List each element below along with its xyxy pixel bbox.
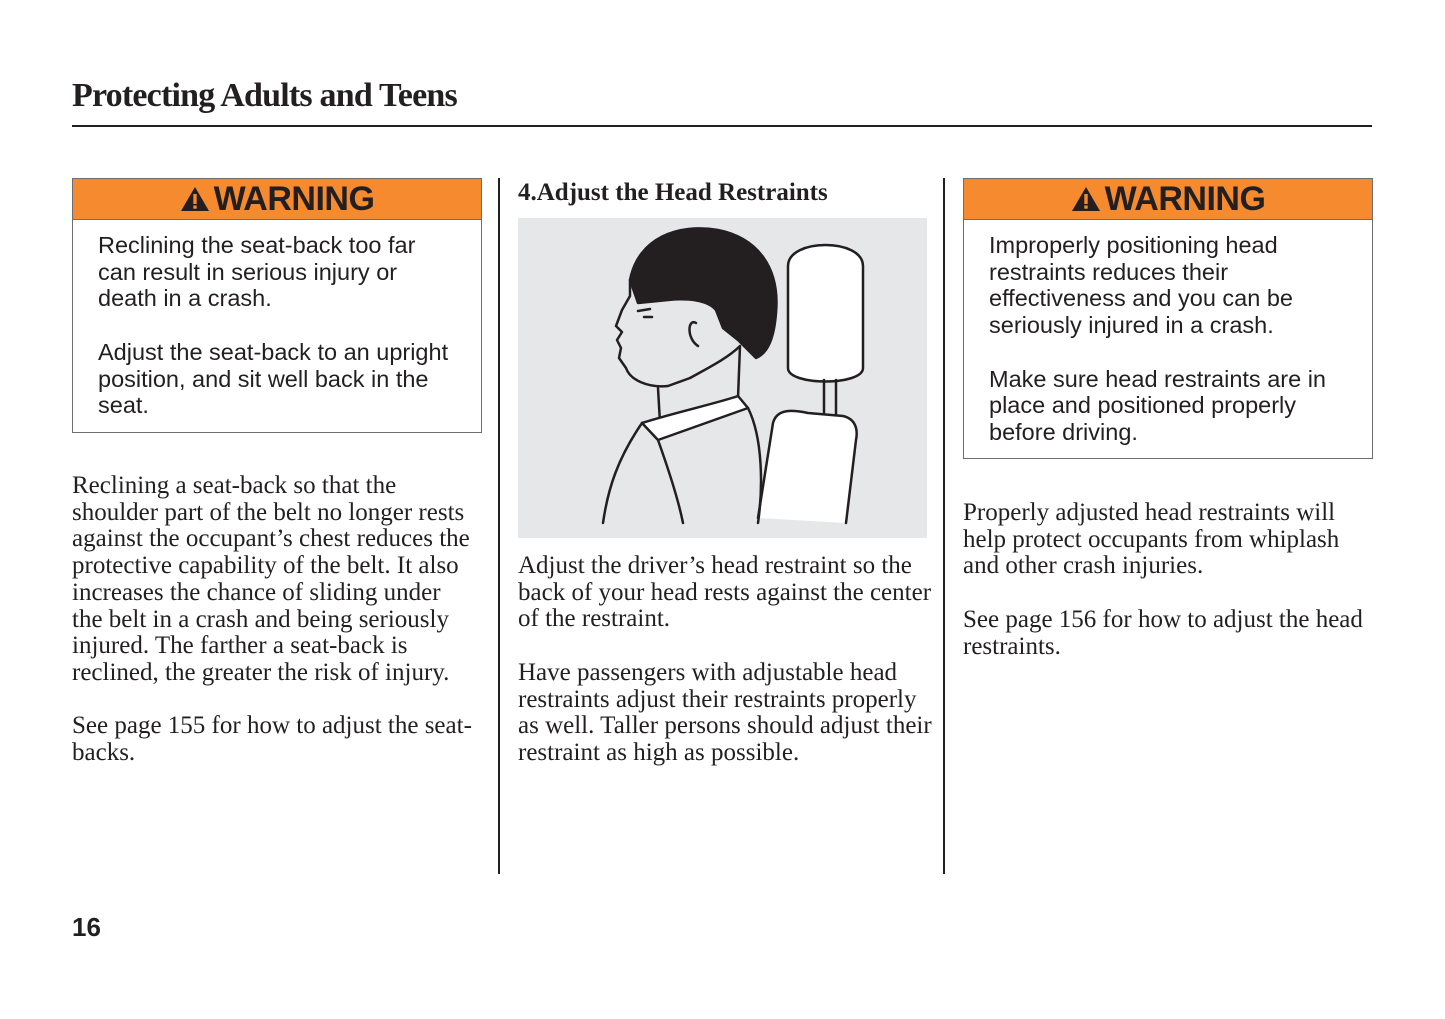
left-body-text xyxy=(72,473,477,767)
warning-body xyxy=(964,220,1372,458)
page-reference: See page 155 for how to adjust the seat-backs. xyxy=(72,712,472,767)
warning-label: WARNING xyxy=(213,179,375,218)
head-restraint-illustration xyxy=(518,218,927,538)
warning-header xyxy=(964,179,1372,220)
warning-header xyxy=(73,179,481,220)
warning-box-seat-back xyxy=(72,178,482,433)
middle-body-text xyxy=(518,553,938,767)
right-body-text xyxy=(963,500,1368,660)
warning-triangle-icon xyxy=(1071,186,1101,212)
section-heading: 4.Adjust the Head Restraints xyxy=(518,179,828,206)
body-paragraph: Have passengers with adjustable head restraints adjust their restraints properly as well. Taller persons should adjust their restraint as high as possible. xyxy=(518,658,932,766)
title-divider xyxy=(72,125,1372,127)
warning-text: Reclining the seat-back too far can result in serious injury or death in a crash. xyxy=(98,232,416,312)
warning-text: Improperly positioning head restraints reduces their effectiveness and you can be seriously injured in a crash. xyxy=(989,232,1293,339)
warning-instruction: Adjust the seat-back to an upright position, and sit well back in the seat. xyxy=(98,338,449,419)
body-paragraph: Properly adjusted head restraints will help protect occupants from whiplash and other crash injuries. xyxy=(963,499,1340,580)
body-paragraph: Adjust the driver’s head restraint so the back of your head rests against the center of the restraint. xyxy=(518,552,932,633)
warning-box-head-restraints xyxy=(963,178,1373,459)
page-number: 16 xyxy=(72,912,101,942)
body-paragraph: Reclining a seat-back so that the shoulder part of the belt no longer rests against the occupant’s chest reduces the protective capability of the belt. It also increases the chance of sliding under the belt in a crash and being seriously injured. The farther a seat-back is reclined, the greater the risk of injury. xyxy=(72,472,470,686)
page-title: Protecting Adults and Teens xyxy=(72,77,457,114)
warning-triangle-icon xyxy=(180,186,210,212)
warning-body xyxy=(73,220,481,431)
page-reference: See page 156 for how to adjust the head restraints. xyxy=(963,605,1363,660)
column-divider-left xyxy=(498,178,500,874)
warning-label: WARNING xyxy=(1104,179,1266,218)
column-divider-right xyxy=(943,178,945,874)
warning-instruction: Make sure head restraints are in place and positioned properly before driving. xyxy=(989,365,1326,445)
